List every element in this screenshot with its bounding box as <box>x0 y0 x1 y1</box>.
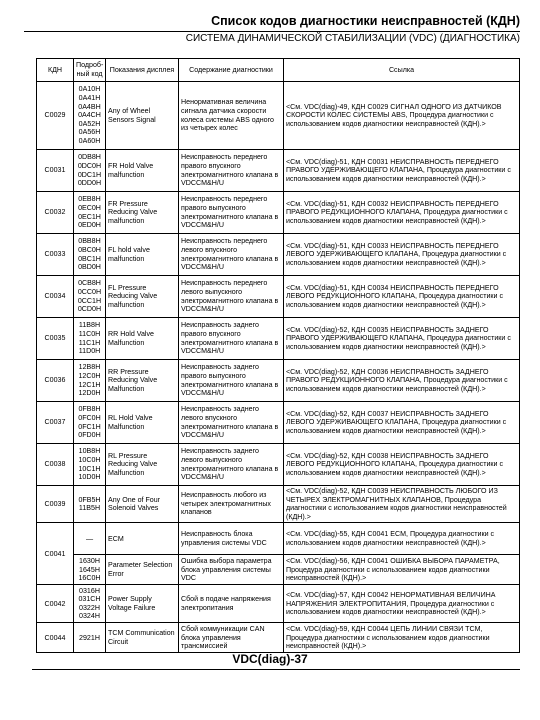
reference-cell: <См. VDC(diag)-52, КДН C0035 НЕИСПРАВНОСТЬ ЗАДНЕГО ПРАВОГО УДЕРЖИВАЮЩЕГО КЛАПАНА, Процедура диагностики с использованием кодов диагностики неисправностей (КДН).> <box>284 318 520 360</box>
table-row <box>37 234 520 276</box>
kdn-cell: C0029 <box>37 82 74 150</box>
kdn-cell: C0044 <box>37 623 74 653</box>
reference-cell: <См. VDC(diag)-51, КДН C0033 НЕИСПРАВНОСТЬ ПЕРЕДНЕГО ЛЕВОГО УДЕРЖИВАЮЩЕГО КЛАПАНА, Процедура диагностики с использованием кодов диагностики неисправностей (КДН).> <box>284 234 520 276</box>
page-title: Список кодов диагностики неисправностей (КДН) <box>211 14 520 28</box>
reference-cell: <См. VDC(diag)-59, КДН C0044 ЦЕПЬ ЛИНИИ СВЯЗИ TCM, Процедура диагностики с использованием кодов диагностики неисправностей (КДН).> <box>284 623 520 653</box>
column-header-detail-code: Подроб-ный код <box>74 59 106 82</box>
display-cell: Any of Wheel Sensors Signal <box>106 82 179 150</box>
content-cell: Неисправность заднего левого выпускного электромагнитного клапана в VDCCM&H/U <box>179 444 284 486</box>
display-cell: RR Hold Valve Malfunction <box>106 318 179 360</box>
table-header-row <box>37 59 520 82</box>
detail-code-cell: 0CB8H 0CC0H 0CC1H 0CD0H <box>74 276 106 318</box>
reference-cell: <См. VDC(diag)-56, КДН C0041 ОШИБКА ВЫБОРА ПАРАМЕТРА, Процедура диагностики с использованием кодов диагностики неисправностей (КДН).> <box>284 555 520 585</box>
column-header-kdn: КДН <box>37 59 74 82</box>
detail-code-cell: — <box>74 523 106 555</box>
display-cell: FR Pressure Reducing Valve malfunction <box>106 192 179 234</box>
reference-cell: <См. VDC(diag)-52, КДН C0039 НЕИСПРАВНОСТЬ ЛЮБОГО ИЗ ЧЕТЫРЕХ ЭЛЕКТРОМАГНИТНЫХ КЛАПАНОВ, Процедура диагностики с использованием кодов диагностики неисправностей (КДН).> <box>284 486 520 523</box>
column-header-reference: Ссылка <box>284 59 520 82</box>
content-cell: Неисправность заднего правого впускного электромагнитного клапана в VDCCM&H/U <box>179 318 284 360</box>
reference-cell: <См. VDC(diag)-52, КДН C0037 НЕИСПРАВНОСТЬ ЗАДНЕГО ЛЕВОГО УДЕРЖИВАЮЩЕГО КЛАПАНА, Процедура диагностики с использованием кодов диагностики неисправностей (КДН).> <box>284 402 520 444</box>
reference-cell: <См. VDC(diag)-52, КДН C0038 НЕИСПРАВНОСТЬ ЗАДНЕГО ЛЕВОГО РЕДУКЦИОННОГО КЛАПАНА, Процедура диагностики с использованием кодов диагностики неисправностей (КДН).> <box>284 444 520 486</box>
content-cell: Сбой в подаче напряжения электропитания <box>179 585 284 623</box>
content-cell: Неисправность заднего правого выпускного электромагнитного клапана в VDCCM&H/U <box>179 360 284 402</box>
reference-cell: <См. VDC(diag)-49, КДН C0029 СИГНАЛ ОДНОГО ИЗ ДАТЧИКОВ СКОРОСТИ КОЛЕС СИСТЕМЫ ABS, Процедура диагностики с использованием кодов диагностики неисправностей (КДН).> <box>284 82 520 150</box>
page-number: VDC(diag)-37 <box>232 652 308 666</box>
display-cell: RR Pressure Reducing Valve Malfunction <box>106 360 179 402</box>
column-header-content: Содержание диагностики <box>179 59 284 82</box>
reference-cell: <См. VDC(diag)-51, КДН C0034 НЕИСПРАВНОСТЬ ПЕРЕДНЕГО ЛЕВОГО РЕДУКЦИОННОГО КЛАПАНА, Процедура диагностики с использованием кодов диагностики неисправностей (КДН).> <box>284 276 520 318</box>
table-row <box>37 486 520 523</box>
page-subtitle: СИСТЕМА ДИНАМИЧЕСКОЙ СТАБИЛИЗАЦИИ (VDC) (ДИАГНОСТИКА) <box>24 31 520 45</box>
content-cell: Неисправность любого из четырех электромагнитных клапанов <box>179 486 284 523</box>
kdn-cell: C0038 <box>37 444 74 486</box>
reference-cell: <См. VDC(diag)-55, КДН C0041 ECM, Процедура диагностики с использованием кодов диагностики неисправностей (КДН).> <box>284 523 520 555</box>
display-cell: Any One of Four Solenoid Valves <box>106 486 179 523</box>
detail-code-cell: 0FB5H 11B5H <box>74 486 106 523</box>
display-cell: Power Supply Voltage Failure <box>106 585 179 623</box>
detail-code-cell: 2921H <box>74 623 106 653</box>
content-cell: Неисправность заднего левого впускного электромагнитного клапана в VDCCM&H/U <box>179 402 284 444</box>
table-row <box>37 276 520 318</box>
display-cell: Parameter Selection Error <box>106 555 179 585</box>
footer-divider <box>32 669 520 670</box>
detail-code-cell: 10B8H 10C0H 10C1H 10D0H <box>74 444 106 486</box>
kdn-cell: C0042 <box>37 585 74 623</box>
display-cell: RL Pressure Reducing Valve Malfunction <box>106 444 179 486</box>
detail-code-cell: 0BB8H 0BC0H 0BC1H 0BD0H <box>74 234 106 276</box>
kdn-cell: C0031 <box>37 150 74 192</box>
display-cell: FR Hold Valve malfunction <box>106 150 179 192</box>
detail-code-cell: 12B8H 12C0H 12C1H 12D0H <box>74 360 106 402</box>
table-row <box>37 360 520 402</box>
column-header-display: Показания дисплея <box>106 59 179 82</box>
content-cell: Ошибка выбора параметра блока управления системы VDC <box>179 555 284 585</box>
detail-code-cell: 1630H 1645H 16C0H <box>74 555 106 585</box>
kdn-cell: C0033 <box>37 234 74 276</box>
table-row <box>37 623 520 653</box>
content-cell: Сбой коммуникации CAN блока управления трансмиссией <box>179 623 284 653</box>
reference-cell: <См. VDC(diag)-52, КДН C0036 НЕИСПРАВНОСТЬ ЗАДНЕГО ПРАВОГО РЕДУКЦИОННОГО КЛАПАНА, Процедура диагностики с использованием кодов диагностики неисправностей (КДН).> <box>284 360 520 402</box>
table-row <box>37 150 520 192</box>
detail-code-cell: 0316H 031CH 0322H 0324H <box>74 585 106 623</box>
kdn-cell: C0041 <box>37 523 74 585</box>
table-row <box>37 192 520 234</box>
table-row <box>37 318 520 360</box>
reference-cell: <См. VDC(diag)-57, КДН C0042 НЕНОРМАТИВНАЯ ВЕЛИЧИНА НАПРЯЖЕНИЯ ЭЛЕКТРОПИТАНИЯ, Процедура диагностики с использованием кодов диагностики неисправностей (КДН).> <box>284 585 520 623</box>
display-cell: ECM <box>106 523 179 555</box>
dtc-table <box>36 58 520 653</box>
content-cell: Неисправность переднего правого выпускного электромагнитного клапана в VDCCM&H/U <box>179 192 284 234</box>
table-row <box>37 444 520 486</box>
content-cell: Неисправность переднего левого впускного электромагнитного клапана в VDCCM&H/U <box>179 234 284 276</box>
table-row <box>37 523 520 555</box>
kdn-cell: C0035 <box>37 318 74 360</box>
kdn-cell: C0037 <box>37 402 74 444</box>
detail-code-cell: 0EB8H 0EC0H 0EC1H 0ED0H <box>74 192 106 234</box>
display-cell: FL Pressure Reducing Valve malfunction <box>106 276 179 318</box>
display-cell: RL Hold Valve Malfunction <box>106 402 179 444</box>
reference-cell: <См. VDC(diag)-51, КДН C0031 НЕИСПРАВНОСТЬ ПЕРЕДНЕГО ПРАВОГО УДЕРЖИВАЮЩЕГО КЛАПАНА, Процедура диагностики с использованием кодов диагностики неисправностей (КДН).> <box>284 150 520 192</box>
kdn-cell: C0034 <box>37 276 74 318</box>
content-cell: Неисправность блока управления системы VDC <box>179 523 284 555</box>
kdn-cell: C0039 <box>37 486 74 523</box>
table-row <box>37 82 520 150</box>
detail-code-cell: 0FB8H 0FC0H 0FC1H 0FD0H <box>74 402 106 444</box>
detail-code-cell: 0A10H 0A41H 0A4BH 0A4CH 0A52H 0A56H 0A60H <box>74 82 106 150</box>
detail-code-cell: 11B8H 11C0H 11C1H 11D0H <box>74 318 106 360</box>
reference-cell: <См. VDC(diag)-51, КДН C0032 НЕИСПРАВНОСТЬ ПЕРЕДНЕГО ПРАВОГО РЕДУКЦИОННОГО КЛАПАНА, Процедура диагностики с использованием кодов диагностики неисправностей (КДН).> <box>284 192 520 234</box>
table-row <box>37 585 520 623</box>
content-cell: Неисправность переднего правого впускного электромагнитного клапана в VDCCM&H/U <box>179 150 284 192</box>
table-row <box>37 555 520 585</box>
kdn-cell: C0036 <box>37 360 74 402</box>
display-cell: TCM Communication Circuit <box>106 623 179 653</box>
detail-code-cell: 0DB8H 0DC0H 0DC1H 0DD0H <box>74 150 106 192</box>
table-row <box>37 402 520 444</box>
content-cell: Неисправность переднего левого выпускного электромагнитного клапана в VDCCM&H/U <box>179 276 284 318</box>
content-cell: Ненормативная величина сигнала датчика скорости колеса системы ABS одного из четырех колес <box>179 82 284 150</box>
kdn-cell: C0032 <box>37 192 74 234</box>
page-header <box>24 14 520 45</box>
display-cell: FL hold valve malfunction <box>106 234 179 276</box>
